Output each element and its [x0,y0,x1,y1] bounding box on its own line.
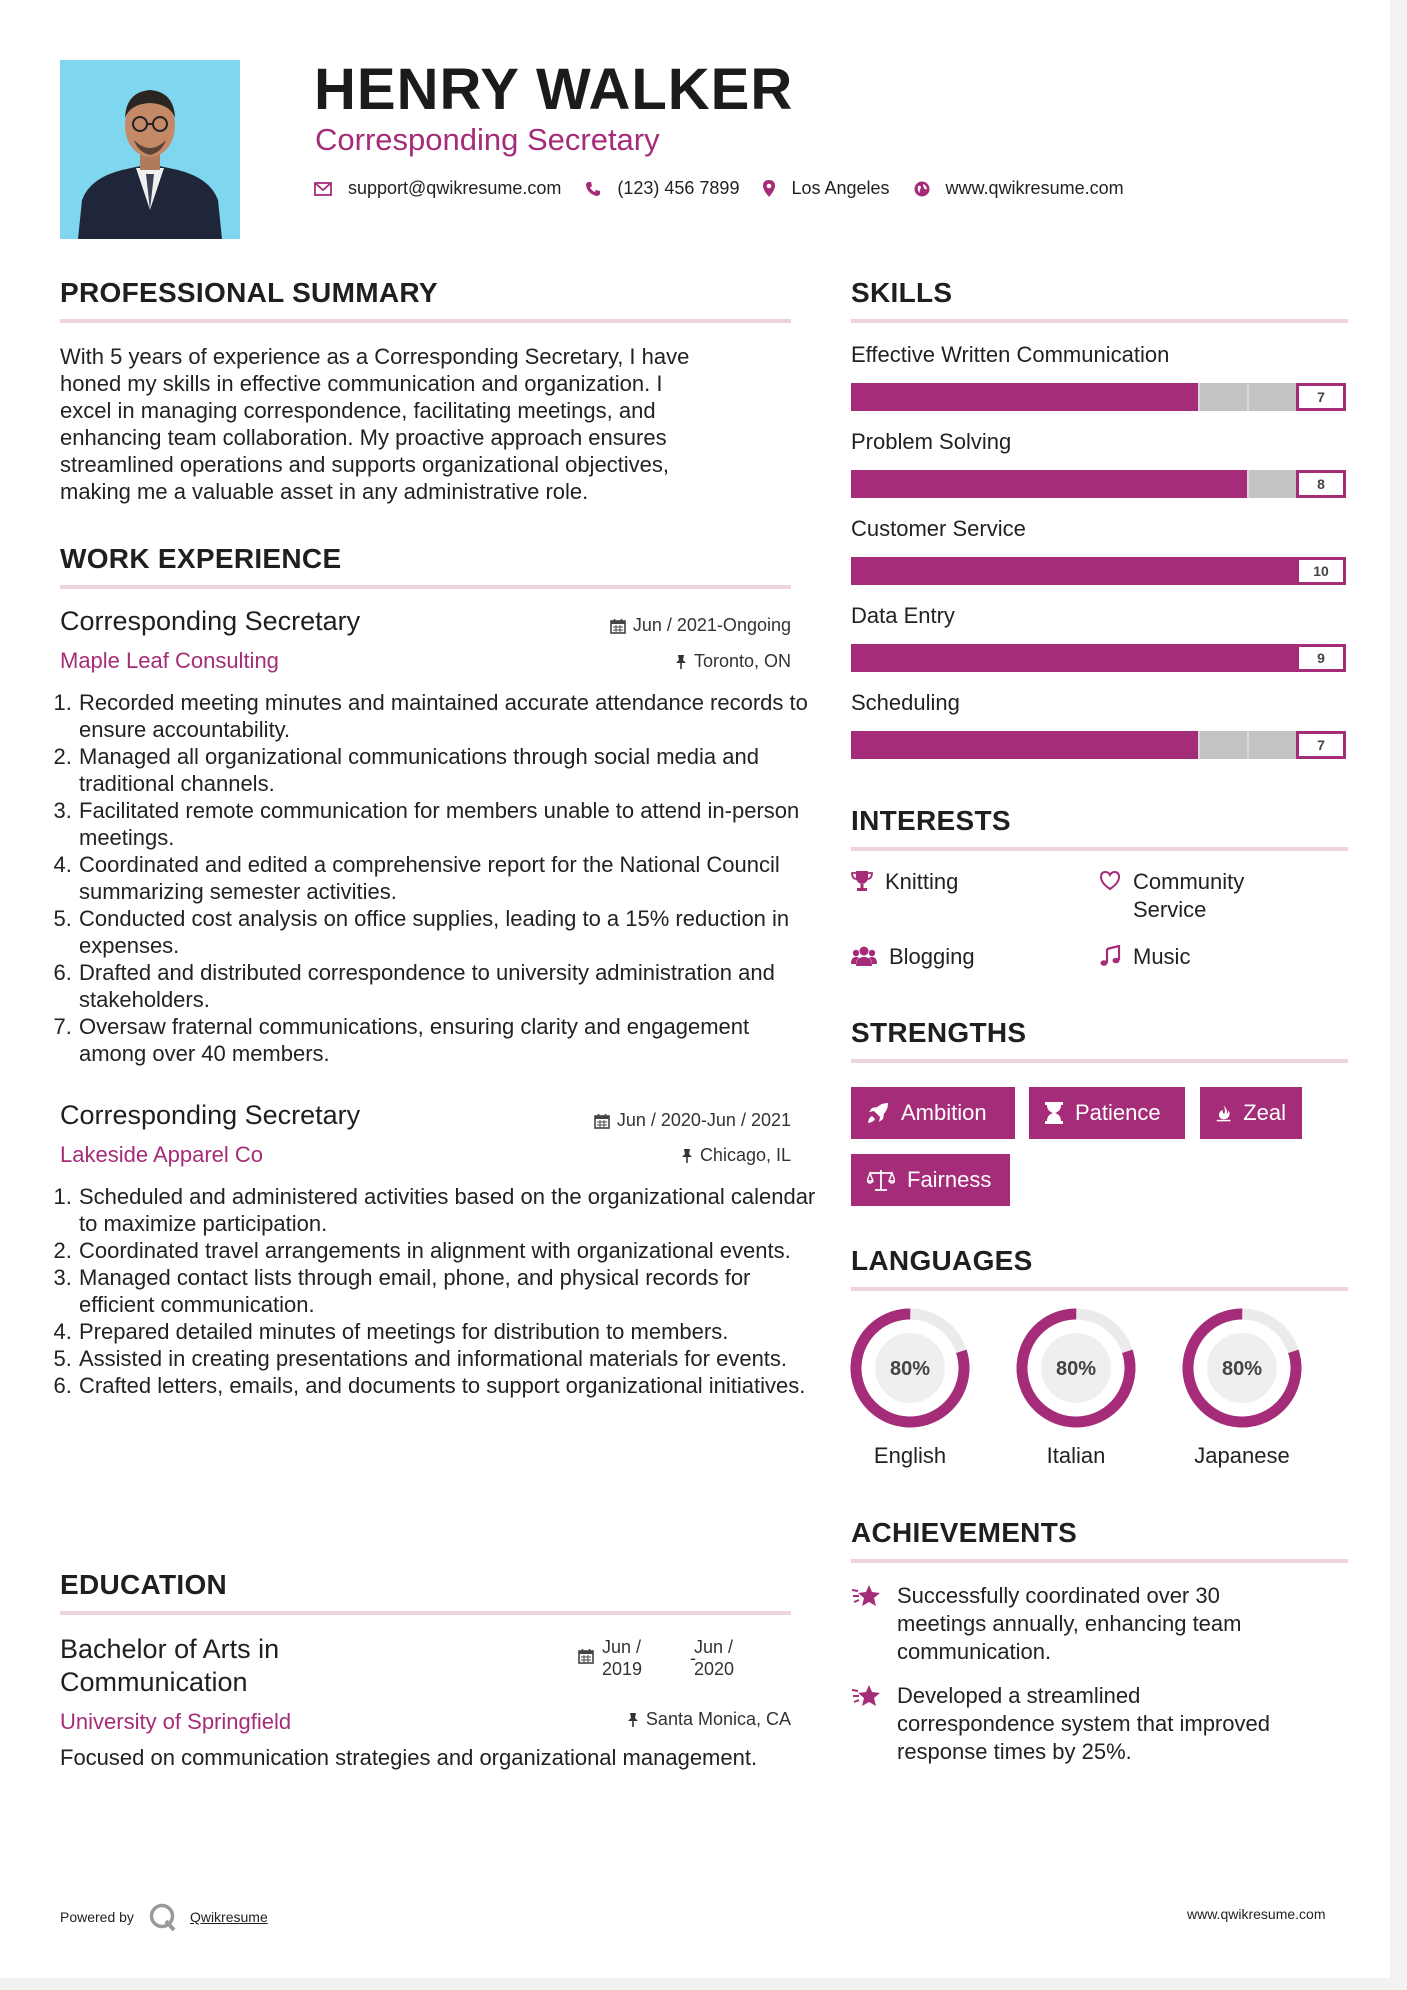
duty-list [59,1183,818,1399]
strength-chip [1200,1087,1302,1139]
duty-item: 2. Managed all organizational communications through social media and traditional channels. [78,743,818,797]
degree-line: Communication [60,1667,248,1697]
job-location [540,1145,791,1166]
achievement-line: response times by 25%. [897,1739,1132,1764]
language-ring [1178,1304,1306,1437]
achievement-line: correspondence system that improved [897,1711,1270,1736]
skill-bar-divider [1198,383,1200,411]
duty-item: 3. Facilitated remote communication for members unable to attend in-person meetings. [78,797,818,851]
skill-bar-divider [1198,731,1200,759]
education-end [694,1636,734,1680]
skill-level-badge: 7 [1296,731,1346,759]
duty-item: 7. Oversaw fraternal communications, ensuring clarity and engagement among over 40 members. [78,1013,818,1067]
duty-item: 4. Prepared detailed minutes of meetings for distribution to members. [78,1318,818,1345]
skill-bar [851,731,1346,759]
summary-line: honed my skills in effective communication and organization. I [60,371,663,396]
achievement-item [851,1682,1270,1766]
education-rule [60,1611,791,1615]
skill-name: Customer Service [851,516,1026,541]
pushpin-icon [675,654,687,670]
duty-item: 2. Coordinated travel arrangements in alignment with organizational events. [78,1237,818,1264]
calendar-icon [610,618,626,634]
brand-link[interactable]: Qwikresume [189,1909,268,1925]
summary-line: enhancing team collaboration. My proactive approach ensures [60,425,667,450]
company-name: Maple Leaf Consulting [60,648,279,673]
languages-heading: LANGUAGES [851,1245,1033,1276]
skill-level-badge: 10 [1296,557,1346,585]
end-month: Jun / [694,1637,734,1657]
contact-phone[interactable] [585,178,739,199]
language-percent: 80% [1055,1358,1097,1380]
powered-by-text: Powered by [60,1909,134,1925]
job-location-text: Chicago, IL [699,1145,791,1165]
education-dates [578,1636,734,1680]
skill-bar-fill [851,470,1247,498]
skill-bar [851,557,1346,585]
achievements-rule [851,1559,1348,1563]
language-name: Italian [1046,1443,1106,1468]
education-description: Focused on communication strategies and organizational management. [60,1745,758,1770]
skill-bar-fill [851,383,1198,411]
language-name: English [873,1443,947,1468]
interest-label: Blogging [889,944,975,969]
strength-label: Zeal [1243,1100,1286,1125]
skill-bar-divider [1247,470,1249,498]
candidate-name: HENRY WALKER [314,57,794,122]
duty-item: 6. Crafted letters, emails, and documents to support organizational initiatives. [78,1372,818,1399]
duty-item: 5. Assisted in creating presentations and informational materials for events. [78,1345,818,1372]
strengths-rule [851,1059,1348,1063]
interest-label: Music [1133,944,1191,969]
website-text: www.qwikresume.com [945,178,1124,198]
footer-powered-by [60,1902,268,1932]
language-ring [1012,1304,1140,1437]
pushpin-icon [681,1148,693,1164]
job-title: Corresponding Secretary [60,606,361,636]
interest-label-line2: Service [1133,897,1207,922]
strength-label: Ambition [901,1100,987,1125]
achievements-heading: ACHIEVEMENTS [851,1517,1078,1548]
duty-item: 5. Conducted cost analysis on office supplies, leading to a 15% reduction in expenses. [78,905,818,959]
language-name: Japanese [1194,1443,1290,1468]
job-title: Corresponding Secretary [60,1100,361,1130]
duty-item: 4. Coordinated and edited a comprehensive report for the National Council summarizing semester activities. [78,851,818,905]
education-location-text: Santa Monica, CA [645,1709,791,1729]
skills-rule [851,319,1348,323]
interests-rule [851,847,1348,851]
degree-title [60,1633,279,1699]
skill-name: Effective Written Communication [851,342,1170,367]
strength-chip [1029,1087,1185,1139]
duty-item: 6. Drafted and distributed correspondence to university administration and stakeholders. [78,959,818,1013]
skill-name: Scheduling [851,690,960,715]
contact-location [763,178,889,199]
candidate-title: Corresponding Secretary [315,122,660,157]
education-heading: EDUCATION [60,1569,228,1600]
job-date [520,1110,791,1131]
school-name: University of Springfield [60,1709,292,1734]
skill-level-badge: 7 [1296,383,1346,411]
language-percent: 80% [889,1358,931,1380]
contact-row [314,178,1148,199]
star-burst-icon [851,1682,883,1708]
job-date-text: Jun / 2021-Ongoing [632,615,791,635]
strength-chip [851,1087,1015,1139]
achievement-line: Successfully coordinated over 30 [897,1583,1220,1608]
skill-name: Problem Solving [851,429,1012,454]
skill-name: Data Entry [851,603,955,628]
job-location-text: Toronto, ON [693,651,791,671]
scale-icon [867,1169,895,1191]
footer-website[interactable]: www.qwikresume.com [1187,1906,1326,1922]
education-start [602,1636,690,1680]
summary-line: streamlined operations and supports organizational objectives, [60,452,670,477]
interest-item [851,868,958,896]
skill-bar [851,383,1346,411]
contact-email[interactable] [314,178,561,199]
achievement-line: Developed a streamlined [897,1683,1141,1708]
end-year: 2020 [694,1659,735,1679]
calendar-icon [594,1113,610,1129]
start-year: 2019 [602,1659,643,1679]
achievement-item [851,1582,1241,1666]
location-text: Los Angeles [791,178,890,198]
interest-item [851,943,975,971]
interests-heading: INTERESTS [851,805,1011,836]
envelope-icon [314,182,332,196]
trophy-icon [851,870,873,892]
interest-label: Knitting [885,869,959,894]
achievement-line: meetings annually, enhancing team [897,1611,1242,1636]
star-burst-icon [851,1582,883,1608]
duty-item: 3. Managed contact lists through email, phone, and physical records for efficient communication. [78,1264,818,1318]
language-ring [846,1304,974,1437]
strength-chip [851,1154,1010,1206]
strength-label: Patience [1075,1100,1161,1125]
skill-bar-divider [1247,383,1249,411]
interest-item [1099,943,1190,971]
calendar-icon [578,1648,594,1664]
flame-icon [1216,1102,1231,1124]
users-icon [851,945,877,967]
summary-heading: PROFESSIONAL SUMMARY [60,277,438,308]
heart-hand-icon [1099,870,1121,892]
skill-bar [851,470,1346,498]
achievement-line: communication. [897,1639,1052,1664]
duty-item: 1. Recorded meeting minutes and maintained accurate attendance records to ensure accountability. [78,689,818,743]
skill-bar-fill [851,731,1198,759]
job-date [540,615,791,636]
summary-line: excel in managing correspondence, facilitating meetings, and [60,398,656,423]
summary-line: making me a valuable asset in any administrative role. [60,479,589,504]
pushpin-icon [627,1712,639,1728]
skill-level-badge: 8 [1296,470,1346,498]
skill-level-badge: 9 [1296,644,1346,672]
experience-rule [60,585,791,589]
interest-label: Community [1133,869,1245,894]
music-icon [1099,945,1121,967]
strengths-heading: STRENGTHS [851,1017,1027,1048]
skill-bar-fill [851,557,1346,585]
date-separator: - [690,1648,696,1668]
language-percent: 80% [1221,1358,1263,1380]
globe-icon [914,181,930,197]
map-pin-icon [763,180,775,197]
job-date-text: Jun / 2020-Jun / 2021 [616,1110,791,1130]
hourglass-icon [1045,1102,1063,1124]
languages-rule [851,1287,1348,1291]
duty-item: 1. Scheduled and administered activities based on the organizational calendar to maximize participation. [78,1183,818,1237]
company-name: Lakeside Apparel Co [60,1142,264,1167]
email-text: support@qwikresume.com [348,178,562,198]
skill-bar-divider [1247,731,1249,759]
experience-heading: WORK EXPERIENCE [60,543,342,574]
duty-list [59,689,818,1067]
education-location [540,1709,791,1730]
skill-bar-fill [851,644,1297,672]
summary-text [60,343,800,505]
degree-line: Bachelor of Arts in [60,1634,280,1664]
phone-text: (123) 456 7899 [617,178,740,198]
start-month: Jun / [602,1637,642,1657]
contact-website[interactable] [914,178,1124,199]
summary-line: With 5 years of experience as a Corresponding Secretary, I have [60,344,690,369]
skill-bar [851,644,1346,672]
rocket-icon [867,1102,889,1124]
skills-heading: SKILLS [851,277,953,308]
interest-item [1099,868,1244,924]
profile-photo [60,60,240,239]
phone-icon [585,181,601,197]
job-location [540,651,791,672]
summary-rule [60,319,791,323]
strength-label: Fairness [907,1167,992,1192]
qwikresume-logo-icon [148,1902,178,1932]
